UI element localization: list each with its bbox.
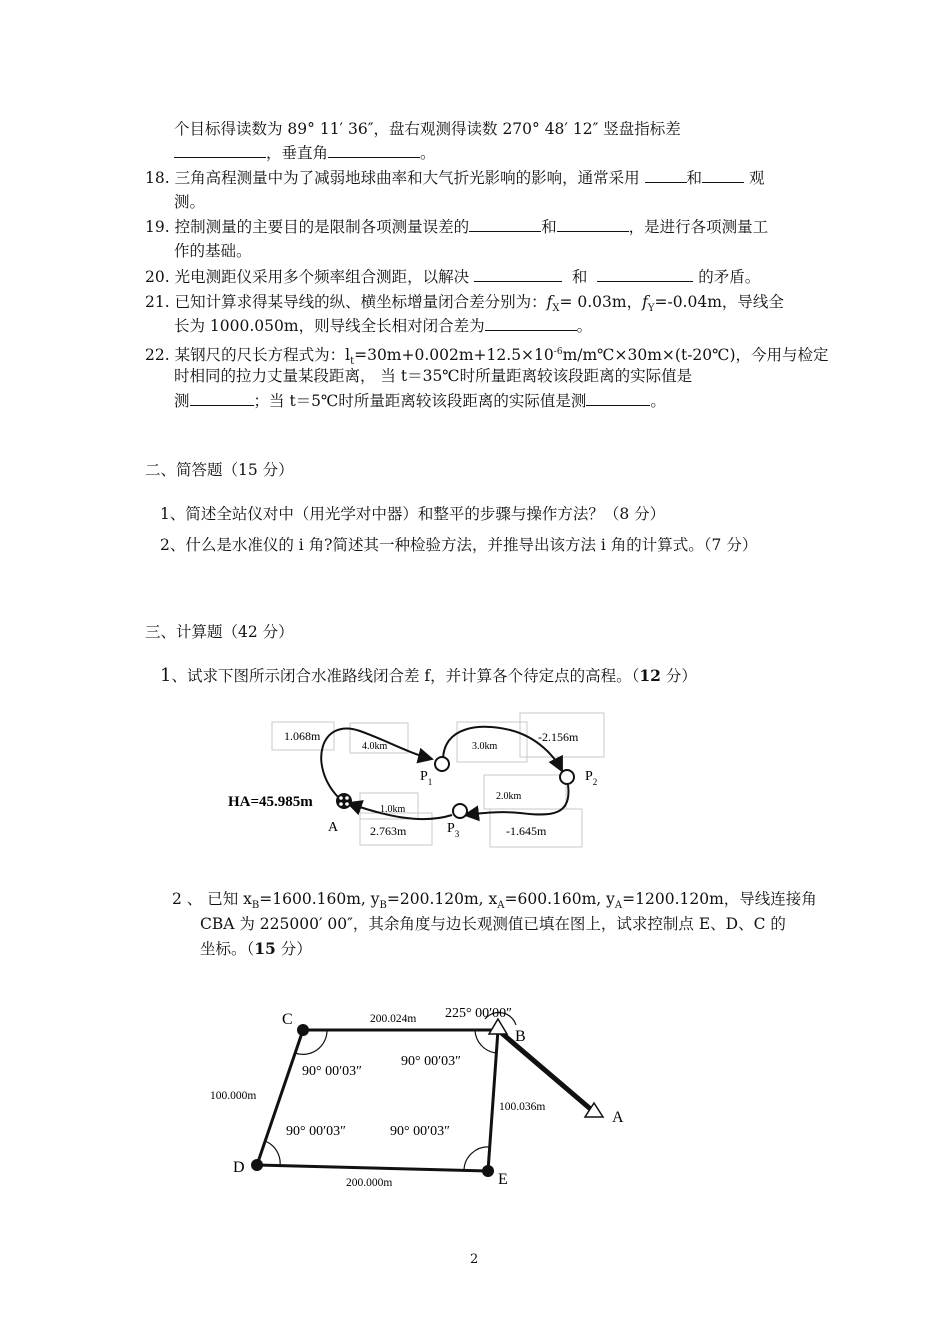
q19-line2: 作的基础。	[174, 242, 252, 260]
a-label: A	[612, 1109, 624, 1126]
q21-line1: 21. 已知计算求得某导线的纵、横坐标增量闭合差分别为：$f_X= 0.03m$，$f_Y=-0.04m$，导线全	[145, 293, 784, 314]
p1-label: $P_1$	[420, 769, 433, 787]
p3-point	[453, 804, 467, 818]
q17-line1: 个目标得读数为 89° 11′ 36″，盘右观测得读数 270° 48′ 12″ 竖盘指标差	[174, 120, 681, 138]
c-label: C	[282, 1011, 293, 1028]
de-length: 200.000m	[346, 1177, 393, 1189]
p1-point	[435, 757, 449, 771]
section3-q2-line1: 2 、 已知 $x_B=1600.160m$, $y_B=200.120m$, $x_A=600.160m$, $y_A=1200.120m$，导线连接角	[172, 890, 817, 911]
h1-label: 1.068m	[284, 729, 321, 743]
h3-label: -1.645m	[506, 824, 547, 838]
q18-line1: 18. 三角高程测量中为了减弱地球曲率和大气折光影响的影响，通常采用 和 观	[145, 166, 765, 190]
q17-line2: ，垂直角 。	[174, 141, 436, 165]
blank	[328, 141, 420, 158]
cd-length: 100.000m	[210, 1090, 257, 1102]
arc-d	[265, 1141, 280, 1166]
section2-q2: 2、什么是水准仪的 i 角?简述其一种检验方法，并推导出该方法 i 角的计算式。（7 分）	[160, 536, 758, 554]
be-length: 100.036m	[499, 1101, 546, 1113]
blank	[469, 215, 541, 232]
angle-d: 90° 00′03″	[286, 1124, 346, 1139]
h4-label: 2.763m	[370, 824, 407, 838]
d4-label: 1.0km	[380, 804, 406, 815]
q22-line2: 时相同的拉力丈量某段距离， 当 t＝35℃时所量距离较该段距离的实际值是	[174, 367, 693, 385]
point-a-label: A	[328, 820, 339, 835]
q21-line2: 长为 1000.050m，则导线全长相对闭合差为 。	[174, 314, 592, 338]
section3-q2-line2: CBA 为 225000′ 00″，其余角度与边长观测值已填在图上，试求控制点 E、D、C 的	[200, 915, 786, 933]
d1-label: 4.0km	[362, 741, 388, 752]
blank	[597, 265, 693, 282]
point-d	[251, 1159, 263, 1171]
section3-q1: 1、试求下图所示闭合水准路线闭合差 f，并计算各个待定点的高程。（12 分）	[160, 665, 697, 686]
q19-line1: 19. 控制测量的主要目的是限制各项测量误差的 和 ，是进行各项测量工	[145, 215, 768, 239]
section3-q2-line3: 坐标。（15 分）	[200, 939, 312, 958]
angle-b-ext: 225° 00′00″	[445, 1006, 512, 1021]
p2-label: $P_2$	[585, 769, 598, 787]
cb-length: 200.024m	[370, 1013, 417, 1025]
blank	[645, 166, 687, 183]
angle-arcs	[265, 1012, 516, 1170]
q22-line3: 测 ；当 t＝5℃时所量距离较该段距离的实际值是测 。	[174, 389, 666, 413]
d-label: D	[233, 1159, 245, 1176]
d2-label: 3.0km	[472, 741, 498, 752]
section2-q1: 1、简述全站仪对中（用光学对中器）和整平的步骤与操作方法？（8 分）	[160, 505, 666, 523]
blank	[485, 314, 577, 331]
e-label: E	[498, 1171, 508, 1188]
edge-cd	[257, 1030, 303, 1165]
q20-line1: 20. 光电测距仪采用多个频率组合测距，以解决 和 的矛盾。	[145, 265, 760, 289]
blank	[190, 389, 254, 406]
blank	[174, 141, 266, 158]
blank	[557, 215, 629, 232]
route-paths	[321, 727, 568, 819]
angle-b: 90° 00′03″	[401, 1054, 461, 1069]
traverse-diagram	[200, 995, 650, 1200]
point-e	[482, 1165, 494, 1177]
triangle-b-icon	[489, 1019, 507, 1034]
point-c	[297, 1024, 309, 1036]
edge-de	[257, 1165, 488, 1171]
section2-title: 二、简答题（15 分）	[145, 461, 294, 479]
ha-label: HA=45.985m	[228, 794, 313, 810]
section3-title: 三、计算题（42 分）	[145, 623, 294, 641]
p2-point	[560, 770, 574, 784]
q22-line1: 22. 某钢尺的尺长方程式为：$l_t=30m+0.002m+12.5\times 10^{-6}m/m℃\times 30m\times(t-20℃)$，今用与检定	[145, 346, 829, 368]
blank	[474, 265, 562, 282]
d3-label: 2.0km	[496, 791, 522, 802]
b-label: B	[515, 1028, 526, 1045]
angle-c: 90° 00′03″	[302, 1064, 362, 1079]
p3-label: $P_3$	[447, 821, 460, 839]
h2-label: -2.156m	[538, 730, 579, 744]
edge-ba	[498, 1030, 594, 1112]
traverse-edges	[257, 1030, 498, 1171]
route-a-p1	[321, 729, 432, 797]
page-number: 2	[470, 1252, 479, 1267]
blank	[586, 389, 650, 406]
blank	[702, 166, 744, 183]
leveling-route-diagram	[220, 705, 620, 855]
q18-line2: 测。	[174, 193, 206, 211]
angle-e: 90° 00′03″	[390, 1124, 450, 1139]
benchmark-a-icon	[336, 793, 352, 809]
